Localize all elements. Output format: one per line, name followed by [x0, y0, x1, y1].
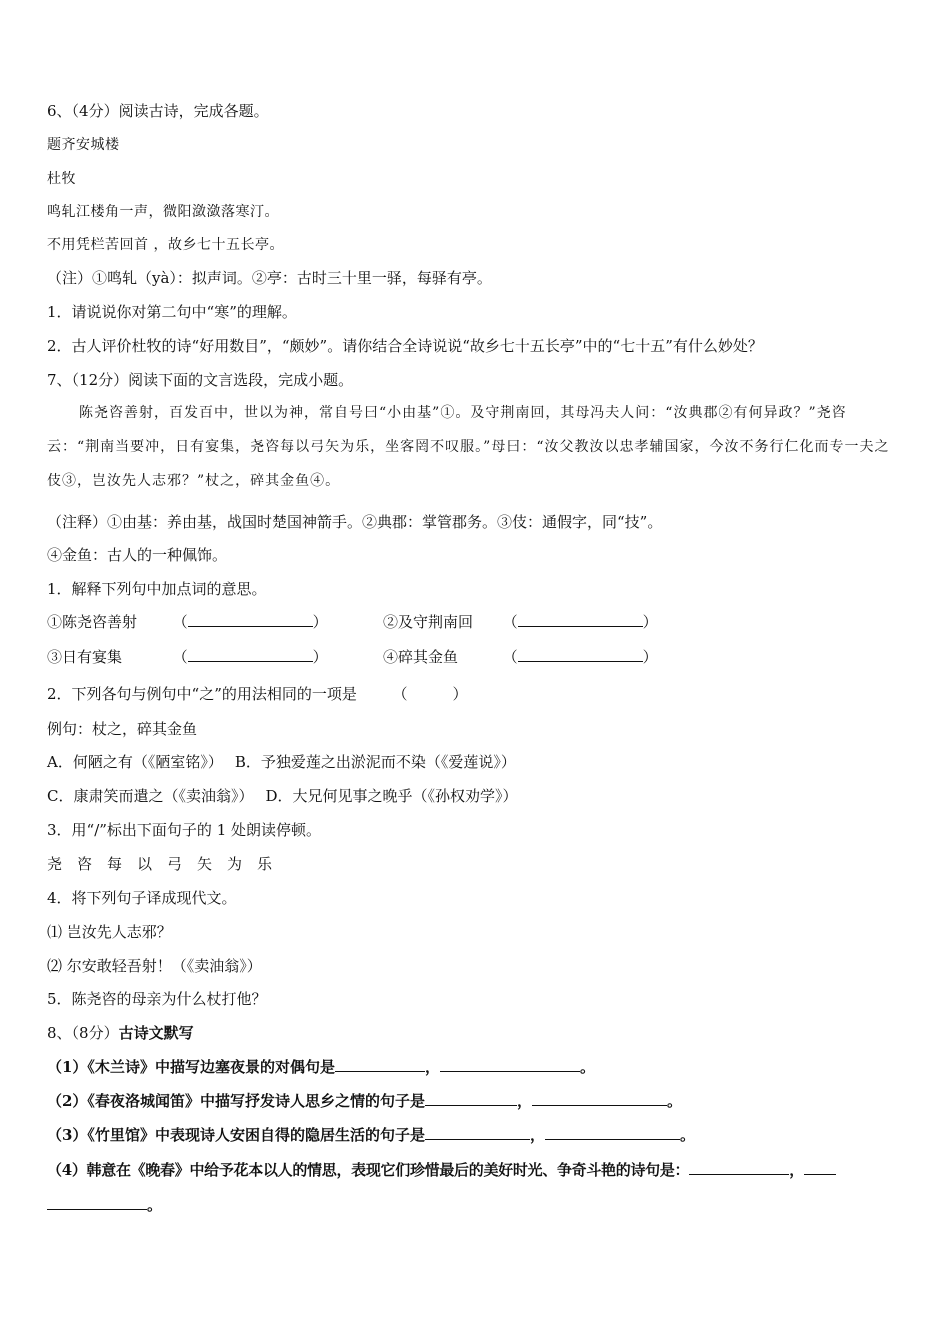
q6-subquestion-1: 1．请说说你对第二句中“寒”的理解。 [47, 303, 297, 321]
word-blank-1 [47, 612, 328, 632]
answer-blank[interactable] [532, 1091, 667, 1106]
word-blank-label: ③日有宴集 [47, 648, 123, 666]
dictation-item-4-continued [47, 1195, 162, 1215]
dictation-item-2 [47, 1091, 682, 1111]
paren-close: ） [312, 648, 328, 666]
period: 。 [579, 1058, 595, 1076]
paren-close: ） [312, 613, 328, 631]
dictation-item-1 [47, 1057, 595, 1077]
answer-blank[interactable] [804, 1160, 836, 1175]
dictation-prompt: （4）韩意在《晚春》中给予花本以人的情思，表现它们珍惜最后的美好时光、争奇斗艳的诗句是： [47, 1161, 690, 1179]
answer-blank[interactable] [689, 1160, 789, 1175]
classical-passage: 陈尧咨善射，百发百中，世以为神，常自号曰“小由基”①。及守荆南回，其母冯夫人问：“汝典郡②有何异政？”尧咨云：“荆南当要冲，日有宴集，尧咨每以弓矢为乐，坐客罔不叹服。”母曰：“汝父教汝以忠孝辅国家，今汝不务行仁化而专一夫之伎③，岂汝先人志邪？”杖之，碎其金鱼④。 [47, 405, 890, 489]
answer-blank[interactable] [188, 647, 313, 662]
translate-item-1: ⑴ 岂汝先人志邪？ [47, 923, 172, 941]
q7-subquestion-2 [47, 684, 467, 704]
answer-blank[interactable] [425, 1125, 530, 1140]
word-blank-label: ①陈尧咨善射 [47, 613, 138, 631]
q7-note-1: （注释）①由基：养由基，战国时楚国神箭手。②典郡：掌管郡务。③伎：通假字，同“技”。 [47, 513, 663, 531]
poem-note: （注）①鸣轧（yà）：拟声词。②亭：古时三十里一驿，每驿有亭。 [47, 269, 492, 287]
q6-header: 6、（4分）阅读古诗，完成各题。 [47, 102, 269, 120]
word-blank-3 [47, 647, 328, 667]
q7-subquestion-4: 4．将下列句子译成现代文。 [47, 889, 237, 907]
word-blank-4 [383, 647, 658, 667]
word-blank-label: ②及守荆南回 [383, 613, 474, 631]
q7-header: 7、（12分）阅读下面的文言选段，完成小题。 [47, 371, 354, 389]
dictation-prompt: （1）《木兰诗》中描写边塞夜景的对偶句是 [47, 1058, 335, 1076]
q7-subquestion-2-text: 2．下列各句与例句中“之”的用法相同的一项是 [47, 685, 357, 703]
option-b[interactable]: B．予独爱莲之出淤泥而不染（《爱莲说》） [234, 753, 516, 771]
q8-header-title: 古诗文默写 [118, 1024, 194, 1042]
paren-close: ） [642, 613, 658, 631]
paren-close: ） [642, 648, 658, 666]
word-blank-2 [383, 612, 658, 632]
answer-blank[interactable] [545, 1125, 680, 1140]
option-a[interactable]: A．何陋之有（《陋室铭》） [47, 753, 223, 771]
period: 。 [147, 1196, 163, 1214]
answer-blank[interactable] [425, 1091, 517, 1106]
poem-title: 题齐安城楼 [47, 137, 120, 153]
dictation-item-4 [47, 1160, 836, 1180]
option-d[interactable]: D．大兄何见事之晚乎（《孙权劝学》） [265, 787, 518, 805]
options-row-1 [47, 752, 516, 772]
q8-header-prefix: 8、（8分） [47, 1024, 119, 1042]
comma: ， [516, 1092, 532, 1110]
answer-blank[interactable] [188, 612, 313, 627]
dictation-prompt: （3）《竹里馆》中表现诗人安困自得的隐居生活的句子是 [47, 1126, 425, 1144]
period: 。 [666, 1092, 682, 1110]
paren-open: （ [172, 648, 188, 666]
option-c[interactable]: C．康肃笑而遣之（《卖油翁》） [47, 787, 254, 805]
poem-line-1: 鸣轧江楼角一声，微阳潋潋落寒汀。 [47, 204, 279, 220]
dictation-prompt: （2）《春夜洛城闻笛》中描写抒发诗人思乡之情的句子是 [47, 1092, 425, 1110]
answer-blank[interactable] [47, 1195, 147, 1210]
q8-header [47, 1023, 194, 1043]
pause-sentence: 尧咨每以弓矢为乐 [47, 855, 288, 873]
comma: ， [789, 1161, 804, 1179]
period: 。 [679, 1126, 695, 1144]
paren-open: （ [502, 648, 518, 666]
paren-open: （ [172, 613, 188, 631]
answer-blank[interactable] [440, 1057, 580, 1072]
answer-paren[interactable]: （ ） [392, 685, 468, 703]
q7-note-2: ④金鱼：古人的一种佩饰。 [47, 546, 228, 564]
poem-line-2: 不用凭栏苦回首 ，故乡七十五长亭。 [47, 237, 284, 253]
comma: ， [529, 1126, 545, 1144]
word-blank-label: ④碎其金鱼 [383, 648, 459, 666]
q7-subquestion-3: 3．用“/”标出下面句子的 1 处朗读停顿。 [47, 821, 322, 839]
answer-blank[interactable] [518, 647, 643, 662]
answer-blank[interactable] [335, 1057, 425, 1072]
q7-subquestion-5: 5．陈尧咨的母亲为什么杖打他？ [47, 990, 267, 1008]
poem-author: 杜牧 [47, 171, 76, 187]
example-sentence: 例句：杖之，碎其金鱼 [47, 720, 198, 738]
options-row-2 [47, 786, 518, 806]
answer-blank[interactable] [518, 612, 643, 627]
paren-open: （ [502, 613, 518, 631]
comma: ， [424, 1058, 440, 1076]
dictation-item-3 [47, 1125, 695, 1145]
q7-subquestion-1: 1．解释下列句中加点词的意思。 [47, 580, 267, 598]
translate-item-2: ⑵ 尔安敢轻吾射！（《卖油翁》） [47, 957, 262, 975]
q6-subquestion-2: 2．古人评价杜牧的诗“好用数目”，“颇妙”。请你结合全诗说说“故乡七十五长亭”中的“七十五”有什么妙处？ [47, 337, 763, 355]
